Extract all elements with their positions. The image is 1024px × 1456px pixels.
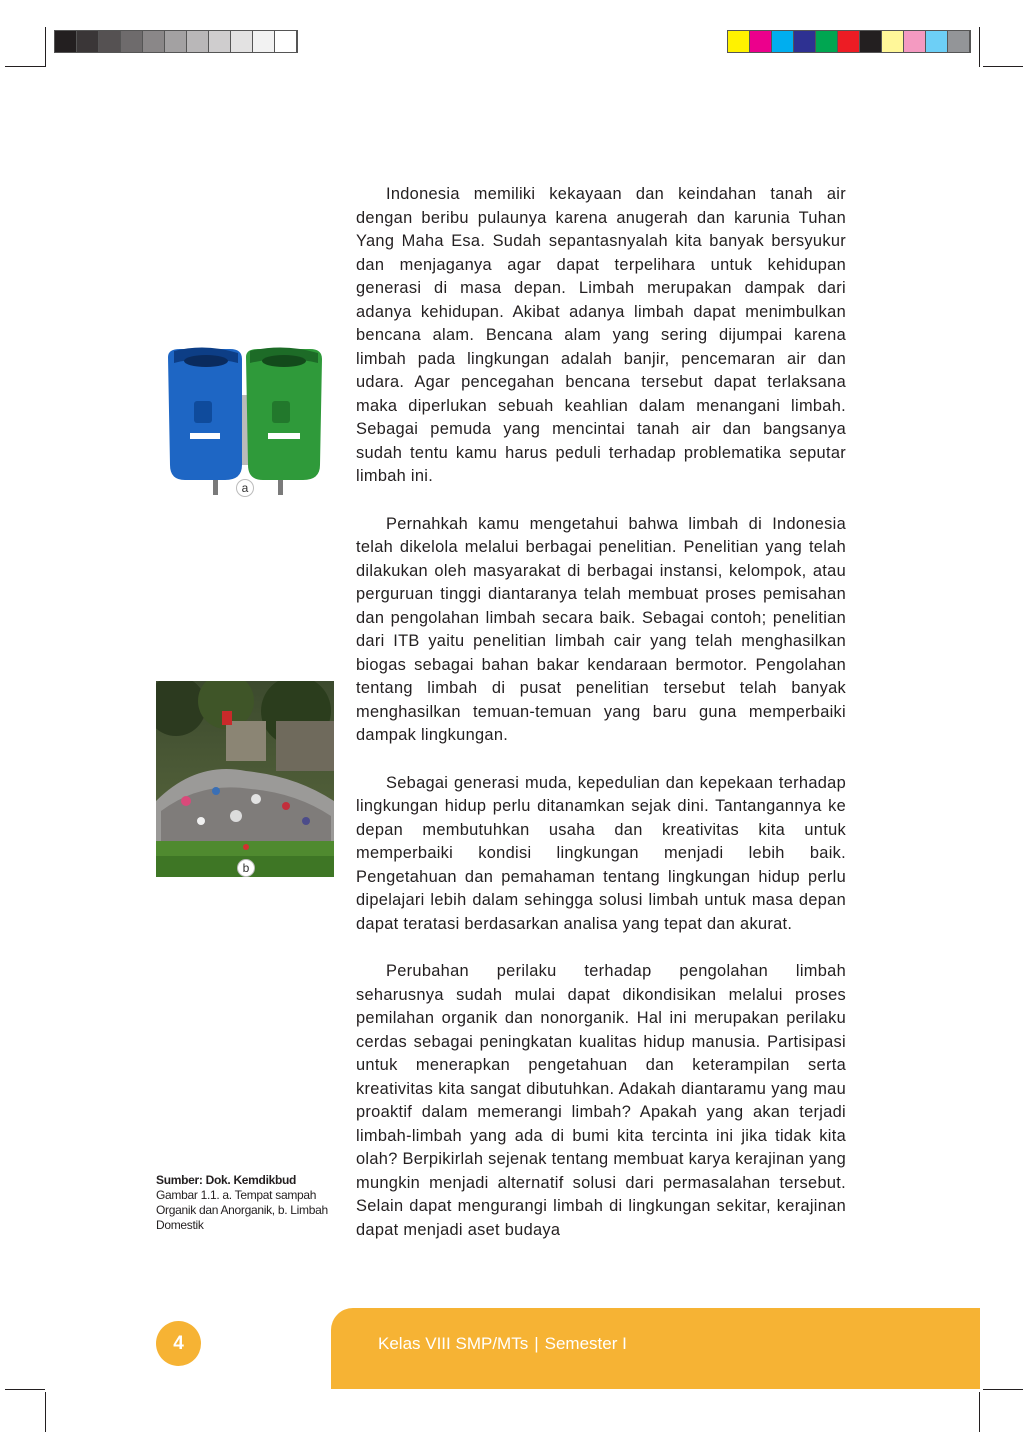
color-swatch <box>165 31 187 52</box>
trash-bins-image <box>160 345 330 497</box>
crop-mark <box>983 1389 1023 1390</box>
crop-mark <box>983 66 1023 67</box>
crop-mark <box>979 27 980 67</box>
color-swatch <box>794 31 816 52</box>
paragraph: Indonesia memiliki kekayaan dan keindahan tanah air dengan beribu pulaunya karena anugerah dan karunia Tuhan Yang Maha Esa. Sudah sepantasnyalah kita banyak bersyukur dan menjaganya agar dapat terpelihara untuk kehidupan generasi di masa depan. Limbah merupakan dampak dari adanya kehidupan. Akibat adanya limbah dapat menimbulkan bencana alam. Bencana alam yang sering dijumpai karena limbah pada lingkungan adalah banjir, pencemaran air dan udara. Agar pencegahan bencana tersebut dapat terlaksana maka diperlukan sebuah keahlian dalam menangani limbah. Sebagai pemuda yang mencintai tanah air dan bangsanya sudah tentu kamu harus peduli terhadap problematika seputar limbah ini. <box>356 185 846 485</box>
paragraph: Pernahkah kamu mengetahui bahwa limbah di Indonesia telah dikelola melalui berbagai penelitian. Penelitian yang telah dilakukan oleh masyarakat di berbagai instansi, kelompok, atau perguruan tinggi diantaranya telah membuat proses pemisahan dan pengolahan limbah secara baik. Sebagai contoh; penelitian dari ITB yaitu penelitian limbah cair yang telah menghasilkan biogas sebagai bahan bakar kendaraan bermotor. Pengolahan tentang limbah di pusat penelitian tersebut telah banyak menghasilkan temuan-temuan yang baru guna memperbaiki dampak lingkungan. <box>356 514 846 744</box>
figure-label-a: a <box>236 479 254 497</box>
waste-pile-icon <box>156 681 334 877</box>
color-calibration-bar <box>727 30 971 53</box>
color-swatch <box>121 31 143 52</box>
page-number: 4 <box>156 1321 201 1366</box>
class-label: Kelas VIII SMP/MTs <box>378 1334 529 1353</box>
crop-mark <box>5 66 45 67</box>
footer-label <box>378 1334 627 1354</box>
footer-separator: | <box>534 1334 539 1353</box>
color-swatch <box>209 31 231 52</box>
color-swatch <box>860 31 882 52</box>
figure-caption <box>156 1173 336 1233</box>
crop-mark <box>979 1392 980 1432</box>
paragraph: Sebagai generasi muda, kepedulian dan kepekaan terhadap lingkungan hidup perlu ditanamkan sejak dini. Tantangannya ke depan membutuhkan usaha dan kreativitas kita untuk memperbaiki kondisi lingkungan menjadi lebih baik. Pengetahuan dan pemahaman tentang lingkungan hidup perlu dipelajari lebih dalam sehingga solusi limbah untuk masa depan dapat teratasi berdasarkan analisa yang tepat dan akurat. <box>356 773 846 933</box>
caption-text: Gambar 1.1. a. Tempat sampah Organik dan Anorganik, b. Limbah Domestik <box>156 1188 328 1232</box>
color-swatch <box>55 31 77 52</box>
color-swatch <box>904 31 926 52</box>
color-swatch <box>882 31 904 52</box>
paragraph: Perubahan perilaku terhadap pengolahan limbah seharusnya sudah mulai dapat dikondisikan melalui proses pemilahan organik dan nonorganik. Hal ini merupakan perilaku cerdas sebagai peningkatan kualitas hidup manusia. Partisipasi untuk menerapkan pengetahuan dan keterampilan serta kreativitas kita sangat dibutuhkan. Adakah diantaramu yang mau proaktif dalam memerangi limbah? Apakah yang akan terjadi limbah-limbah yang ada di bumi kita tercinta ini jika tidak kita olah? Berpikirlah sejenak tentang membuat karya kerajinan yang mungkin menjadi alternatif solusi dari permasalahan tersebut. Selain dapat mengurangi limbah di lingkungan sekitar, kerajinan dapat menjadi aset budaya <box>356 962 846 1239</box>
body-text <box>356 183 846 1266</box>
color-swatch <box>728 31 750 52</box>
semester-label: Semester I <box>544 1334 627 1353</box>
crop-mark <box>45 27 46 67</box>
crop-mark <box>5 1389 45 1390</box>
caption-source: Sumber: Dok. Kemdikbud <box>156 1173 297 1187</box>
color-swatch <box>187 31 209 52</box>
color-swatch <box>816 31 838 52</box>
crop-mark <box>45 1392 46 1432</box>
color-swatch <box>99 31 121 52</box>
figure-label-b: b <box>237 859 255 877</box>
color-swatch <box>77 31 99 52</box>
waste-pile-image <box>156 681 334 877</box>
color-swatch <box>275 31 297 52</box>
color-swatch <box>253 31 275 52</box>
color-swatch <box>772 31 794 52</box>
color-swatch <box>948 31 970 52</box>
color-swatch <box>231 31 253 52</box>
color-swatch <box>838 31 860 52</box>
gray-calibration-bar <box>54 30 298 53</box>
trash-bins-icon <box>160 345 330 497</box>
color-swatch <box>143 31 165 52</box>
color-swatch <box>926 31 948 52</box>
color-swatch <box>750 31 772 52</box>
